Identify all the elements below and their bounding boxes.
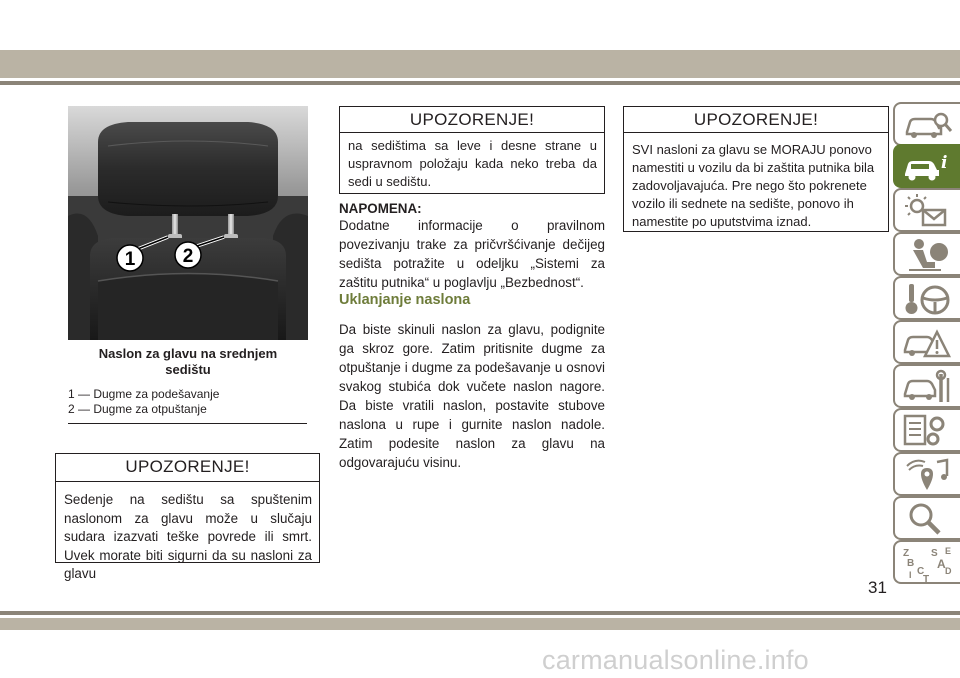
warning-title: UPOZORENJE! [56,454,319,482]
car-info-icon [901,148,955,186]
svg-text:C: C [917,566,925,577]
warning-light-mail-icon [901,192,955,230]
airbag-occupant-icon [901,236,955,274]
svg-text:E: E [945,546,952,556]
headrest-photo [68,106,308,340]
list-gears-icon [901,412,955,450]
warning-title: UPOZORENJE! [624,107,888,133]
footer-band [0,618,960,630]
figure-legend [68,387,308,417]
watermark: carmanualsonline.info [542,645,809,675]
page-number: 31 [868,578,887,597]
tab-index[interactable] [893,540,960,584]
warning-text: Sedenje na sedištu sa spuštenim naslonom za glavu može u slučaju sudara izazvati teške povrede ili smrt. Uvek morate biti sigurni da su nasloni za glavu [64,492,312,581]
alphabet-index-icon [901,544,955,582]
tab-customer-assistance[interactable] [893,496,960,540]
car-search-icon [901,106,955,144]
car-hazard-icon [901,324,955,362]
marker-2-label: 2 [182,246,194,267]
warning-box-right [623,106,889,232]
svg-text:I: I [909,570,912,580]
svg-text:Z: Z [903,548,910,559]
tab-warning-lights[interactable] [893,188,960,232]
music-navigation-icon [901,456,955,494]
legend-item: 2 — Dugme za otpuštanje [68,402,207,416]
tab-car-info[interactable] [893,144,960,188]
warning-text: na sedištima sa leve i desne strane u uspravnom položaju kada neko treba da sedi u sedištu. [348,138,597,189]
note-text: Dodatne informacije o pravilnom povezivanju trake za pričvršćivanje dečijeg sedišta potražite u odeljku „Sistemi za zaštitu putnika“ u poglavlju „Bezbednost“. [339,218,605,290]
svg-text:i: i [941,153,948,173]
tab-multimedia[interactable] [893,452,960,496]
svg-text:A: A [937,557,946,571]
warning-box-middle [339,106,605,194]
note-label: NAPOMENA: [339,201,422,216]
legend-divider [68,423,307,424]
section-paragraph: Da biste skinuli naslon za glavu, podignite ga skroz gore. Zatim pritisnite dugme za otpuštanje i dugme za podešavanje u osnovi svakog stubića dok vučete naslon nagore. Da biste vratili naslon, postavite stubove naslona u rupe i gurnite naslon nadole. Zatim podesite naslon za glavu na odgovarajuću visinu. [339,322,605,470]
marker-1-label: 1 [124,249,136,270]
tab-car-search[interactable] [893,102,960,146]
tab-specifications[interactable] [893,408,960,452]
warning-text: SVI nasloni za glavu se MORAJU ponovo namestiti u vozilu da bi zaštita putnika bila zadovoljavajuća. Pre nego što pokrenete vozilo ili sednete na sedište, ponovo ih namestite po uputstvima iznad. [632,142,875,229]
warning-title: UPOZORENJE! [340,107,604,133]
car-tools-icon [901,368,955,406]
tab-safety[interactable] [893,232,960,276]
legend-item: 1 — Dugme za podešavanje [68,387,220,401]
tab-servicing[interactable] [893,364,960,408]
header-rule [0,81,960,85]
magnifier-icon [901,500,955,538]
tab-emergency[interactable] [893,320,960,364]
warning-box-left [55,453,320,581]
svg-text:D: D [945,566,952,576]
svg-text:T: T [923,574,930,582]
tab-starting[interactable] [893,276,960,320]
svg-text:S: S [931,548,938,559]
svg-text:B: B [907,558,915,569]
footer-rule [0,611,960,615]
header-band [0,50,960,78]
key-steering-wheel-icon [901,280,955,318]
figure-caption: Naslon za glavu na srednjem sedištu [98,346,278,377]
section-heading: Uklanjanje naslona [339,292,471,308]
